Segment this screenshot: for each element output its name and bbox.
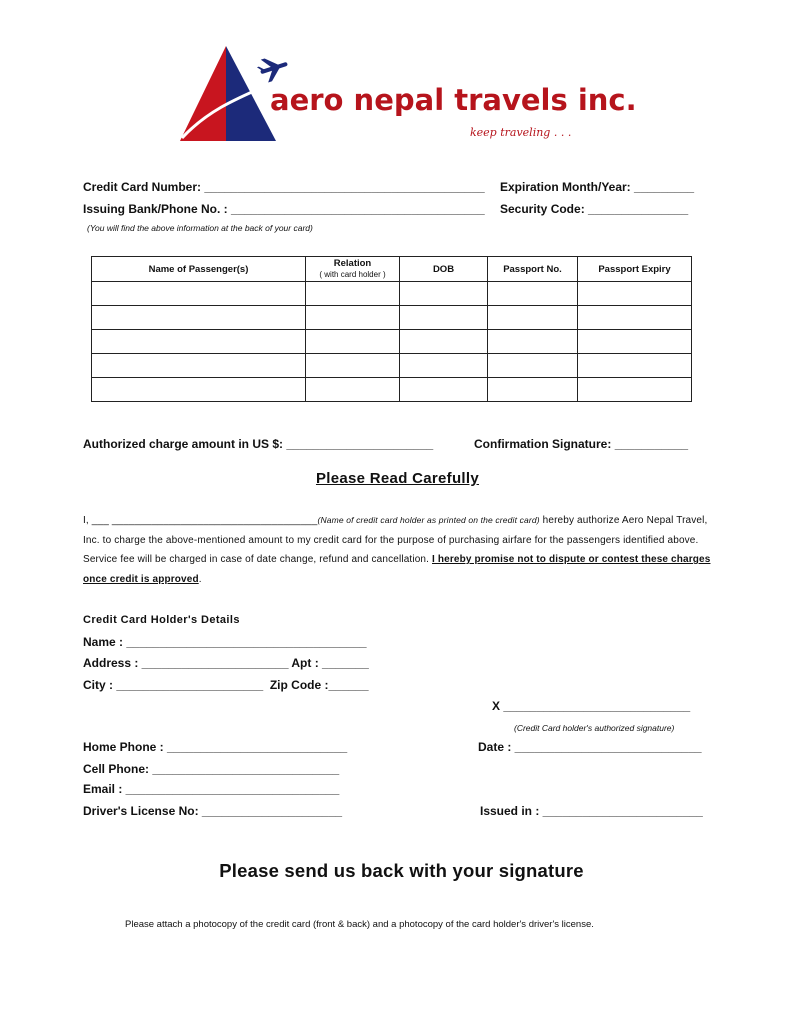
passenger-table	[91, 256, 692, 402]
security-code-blank[interactable]: _______________	[588, 202, 689, 216]
security-code-field[interactable]	[500, 202, 688, 216]
authorization-line-1	[83, 515, 707, 526]
table-cell[interactable]	[92, 354, 306, 378]
issuing-bank-blank[interactable]: ______________________________________	[231, 202, 485, 216]
table-cell[interactable]	[400, 354, 488, 378]
table-cell[interactable]	[488, 354, 578, 378]
email-field[interactable]: Email : ________________________________	[83, 782, 340, 796]
authorization-line-3-text: Service fee will be charged in case of date change, refund and cancellation.	[83, 554, 432, 565]
security-code-label: Security Code:	[500, 202, 585, 216]
logo-graphic	[178, 40, 637, 152]
relation-label: Relation	[333, 258, 372, 269]
svg-text:keep traveling . . .: keep traveling . . .	[470, 126, 572, 139]
table-cell[interactable]	[400, 282, 488, 306]
col-header-passport: Passport No.	[488, 257, 578, 282]
svg-text:aero nepal travels inc.: aero nepal travels inc.	[270, 83, 637, 117]
confirmation-signature-blank[interactable]: ___________	[614, 437, 689, 451]
table-cell[interactable]	[306, 354, 400, 378]
table-cell[interactable]	[578, 282, 692, 306]
col-header-name: Name of Passenger(s)	[92, 257, 306, 282]
authorization-line-4	[83, 574, 202, 585]
issuing-bank-field[interactable]	[83, 202, 485, 216]
date-field[interactable]: Date : ____________________________	[478, 740, 702, 754]
col-header-relation	[306, 257, 400, 282]
col-header-passport-expiry: Passport Expiry	[578, 257, 692, 282]
cell-phone-field[interactable]: Cell Phone: ____________________________	[83, 762, 340, 776]
credit-approved-text: once credit is approved	[83, 574, 199, 585]
footer-note: Please attach a photocopy of the credit card (front & back) and a photocopy of the card holder's driver's license.	[125, 919, 594, 930]
table-cell[interactable]	[488, 330, 578, 354]
card-info-note: (You will find the above information at the back of your card)	[87, 223, 313, 233]
card-number-blank[interactable]: __________________________________________	[204, 180, 485, 194]
table-header-row	[92, 257, 692, 282]
col-header-dob: DOB	[400, 257, 488, 282]
read-carefully-heading: Please Read Carefully	[315, 470, 480, 487]
table-cell[interactable]	[488, 282, 578, 306]
charge-amount-label: Authorized charge amount in US $:	[83, 437, 284, 451]
table-cell[interactable]	[400, 306, 488, 330]
table-cell[interactable]	[578, 378, 692, 402]
holder-details-heading: Credit Card Holder's Details	[83, 614, 240, 626]
expiry-blank[interactable]: _________	[634, 180, 695, 194]
table-cell[interactable]	[400, 330, 488, 354]
issuing-bank-label: Issuing Bank/Phone No. :	[83, 202, 228, 216]
confirmation-signature-label: Confirmation Signature:	[474, 437, 612, 451]
authorization-line-4-end: .	[198, 574, 202, 585]
charge-amount-blank[interactable]: ______________________	[286, 437, 434, 451]
table-cell[interactable]	[306, 282, 400, 306]
table-cell[interactable]	[306, 378, 400, 402]
cardholder-name-note: (Name of credit card holder as printed on the credit card)	[317, 515, 540, 525]
card-number-label: Credit Card Number:	[83, 180, 202, 194]
authorization-line-3	[83, 554, 710, 565]
table-row	[92, 306, 692, 330]
authorization-line-1-suffix: hereby authorize Aero Nepal Travel,	[539, 515, 708, 526]
home-phone-field[interactable]: Home Phone : ___________________________	[83, 740, 348, 754]
table-cell[interactable]	[92, 282, 306, 306]
table-row	[92, 282, 692, 306]
table-row	[92, 378, 692, 402]
charge-amount-field[interactable]	[83, 437, 433, 451]
table-row	[92, 330, 692, 354]
expiry-field[interactable]	[500, 180, 694, 194]
holder-address-field[interactable]: Address : ______________________ Apt : _______	[83, 656, 369, 670]
issued-in-field[interactable]: Issued in : ________________________	[480, 804, 703, 818]
cardholder-name-blank[interactable]: I, ___ ____________________________________	[83, 515, 318, 526]
table-cell[interactable]	[306, 306, 400, 330]
send-back-heading: Please send us back with your signature	[219, 860, 584, 881]
table-cell[interactable]	[578, 306, 692, 330]
drivers-license-field[interactable]: Driver's License No: _____________________	[83, 804, 343, 818]
table-cell[interactable]	[92, 306, 306, 330]
table-cell[interactable]	[578, 354, 692, 378]
table-cell[interactable]	[488, 378, 578, 402]
dispute-promise-text: I hereby promise not to dispute or contest these charges	[432, 554, 711, 565]
holder-name-field[interactable]: Name : ____________________________________	[83, 635, 367, 649]
holder-city-field[interactable]: City : ______________________ Zip Code :______	[83, 678, 369, 692]
table-cell[interactable]	[488, 306, 578, 330]
table-cell[interactable]	[400, 378, 488, 402]
signature-field[interactable]: X ____________________________	[492, 699, 691, 713]
table-row	[92, 354, 692, 378]
table-cell[interactable]	[578, 330, 692, 354]
table-cell[interactable]	[92, 330, 306, 354]
table-cell[interactable]	[306, 330, 400, 354]
expiry-label: Expiration Month/Year:	[500, 180, 631, 194]
card-number-field[interactable]	[83, 180, 485, 194]
company-logo	[178, 40, 637, 152]
confirmation-signature-field[interactable]	[474, 437, 688, 451]
table-cell[interactable]	[92, 378, 306, 402]
authorization-line-2: Inc. to charge the above-mentioned amount to my credit card for the purpose of purchasing airfare for the passengers identified above.	[83, 535, 699, 546]
airplane-icon	[255, 52, 291, 84]
relation-sublabel: ( with card holder )	[319, 270, 386, 279]
signature-note: (Credit Card holder's authorized signature)	[514, 723, 675, 733]
